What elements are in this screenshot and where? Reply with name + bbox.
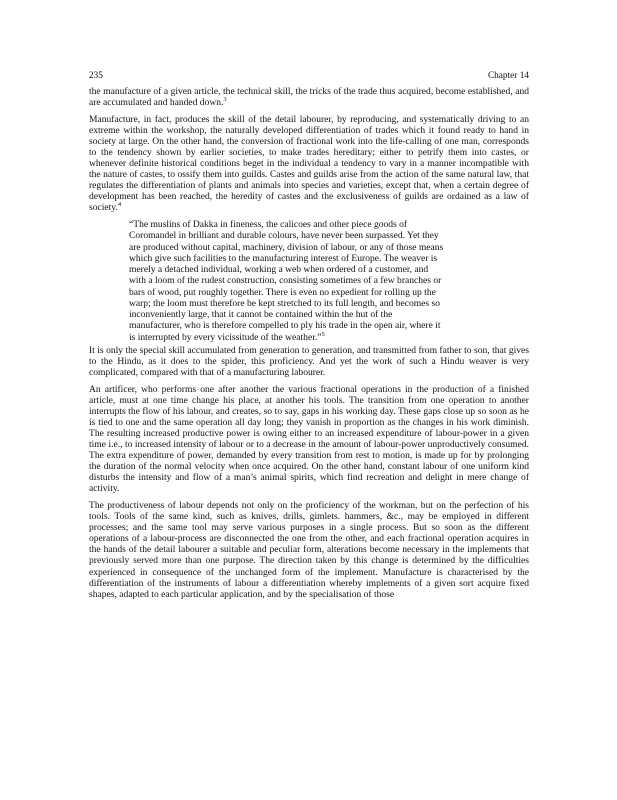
quote-line: “The muslins of Dakka in fineness, the calicoes and other piece goods of [129,219,408,231]
quote-line: warp; the loom must therefore be kept stretched to its full length, and becomes so [129,297,440,309]
paragraph: An artificer, who performs one after another the various fractional operations in the production of a finished article, must at one time change his place, at another his tools. The transition from one operation to another interrupts the flow of his labour, and creates, so to say, gaps in his working day. These gaps close up so soon as he is tied to one and the same operation all day long; they vanish in proportion as the changes in his work diminish. The resulting increased productive power is owing either to an increased expenditure of labour-power in a given time i.e., to increased intensity of labour or to a decrease in the amount of labour-power unproductively consumed. The extra expenditure of power, demanded by every transition from rest to motion, is made up for by prolonging the duration of the normal velocity when once acquired. On the other hand, constant labour of one uniform kind disturbs the intensity and flow of a man’s animal spirits, which find recreation and delight in mere change of activity. [89,383,529,495]
quote-line: inconveniently large, that it cannot be contained within the hut of the [129,309,393,321]
quote-line: which give such facilities to the manufacturing interest of Europe. The weaver is [129,252,438,264]
quote-line-last: is interrupted by every vicissitude of the weather.”$^5$ [129,330,325,343]
quote-line: manufacturer, who is therefore compelled to ply his trade in the open air, where it [129,320,441,332]
quote-line: bars of wood, put roughly together. There is even no expedient for rolling up the [129,286,436,298]
quote-line: Coromandel in brilliant and durable colours, have never been surpassed. Yet they [129,230,439,242]
footnote-marker[interactable]: 5 [321,330,325,338]
paragraph: the manufacture of a given article, the technical skill, the tricks of the trade thus acquired, become established, and are accumulated and handed down.$^3$ [89,86,529,109]
quote-line: merely a detached individual, working a web when ordered of a customer, and [129,264,429,276]
paragraph: Manufacture, in fact, produces the skill of the detail labourer, by reproducing, and systematically driving to an extreme within the workshop, the naturally developed differentiation of trades which it found ready to hand in society at large. On the other hand, the conversion of fractional work into the life-calling of one man, corresponds to the tendency shown by earlier societies, to make trades hereditary; either to petrify them into castes, or whenever definite historical conditions beget in the individual a tendency to vary in a manner incompatible with the nature of castes, to ossify them into guilds. Castes and guilds arise from the action of the same natural law, that regulates the differentiation of plants and animals into species and varieties, except that, when a certain degree of development has been reached, the heredity of castes and the exclusiveness of guilds are ordained as a law of society.$^4$ [89,113,529,214]
paragraph: The productiveness of labour depends not only on the proficiency of the workman, but on the perfection of his tools. Tools of the same kind, such as knives, drills, gimlets. hammers, &c., may be employed in different processes; and the same tool may serve various purposes in a single process. But so soon as the different operations of a labour-process are disconnected the one from the other, and each fractional operation acquires in the hands of the detail labourer a suitable and peculiar form, alterations become necessary in the implements that previously served more than one purpose. The direction taken by this change is determined by the difficulties experienced in consequence of the unchanged form of the implement. Manufacture is characterised by the differentiation of the instruments of labour a differentiation whereby implements of a given sort acquire fixed shapes, adapted to each particular application, and by the specialisation of those [89,500,529,600]
document-page [89,71,529,605]
footnote-marker[interactable]: 4 [117,201,122,209]
quote-line: are produced without capital, machinery, division of labour, or any of those means [129,241,444,253]
page-number: 235 [89,71,103,81]
chapter-title: Chapter 14 [487,71,529,81]
footnote-marker[interactable]: 3 [223,96,227,104]
block-quote [129,219,495,343]
page-header [89,71,529,82]
quote-line: with a loom of the rudest construction, consisting sometimes of a few branches or [129,275,442,287]
paragraph: It is only the special skill accumulated from generation to generation, and transmitted from father to son, that gives to the Hindu, as it does to the spider, this proficiency. And yet the work of such a Hindu weaver is very complicated, compared with that of a manufacturing labourer. [89,344,529,378]
